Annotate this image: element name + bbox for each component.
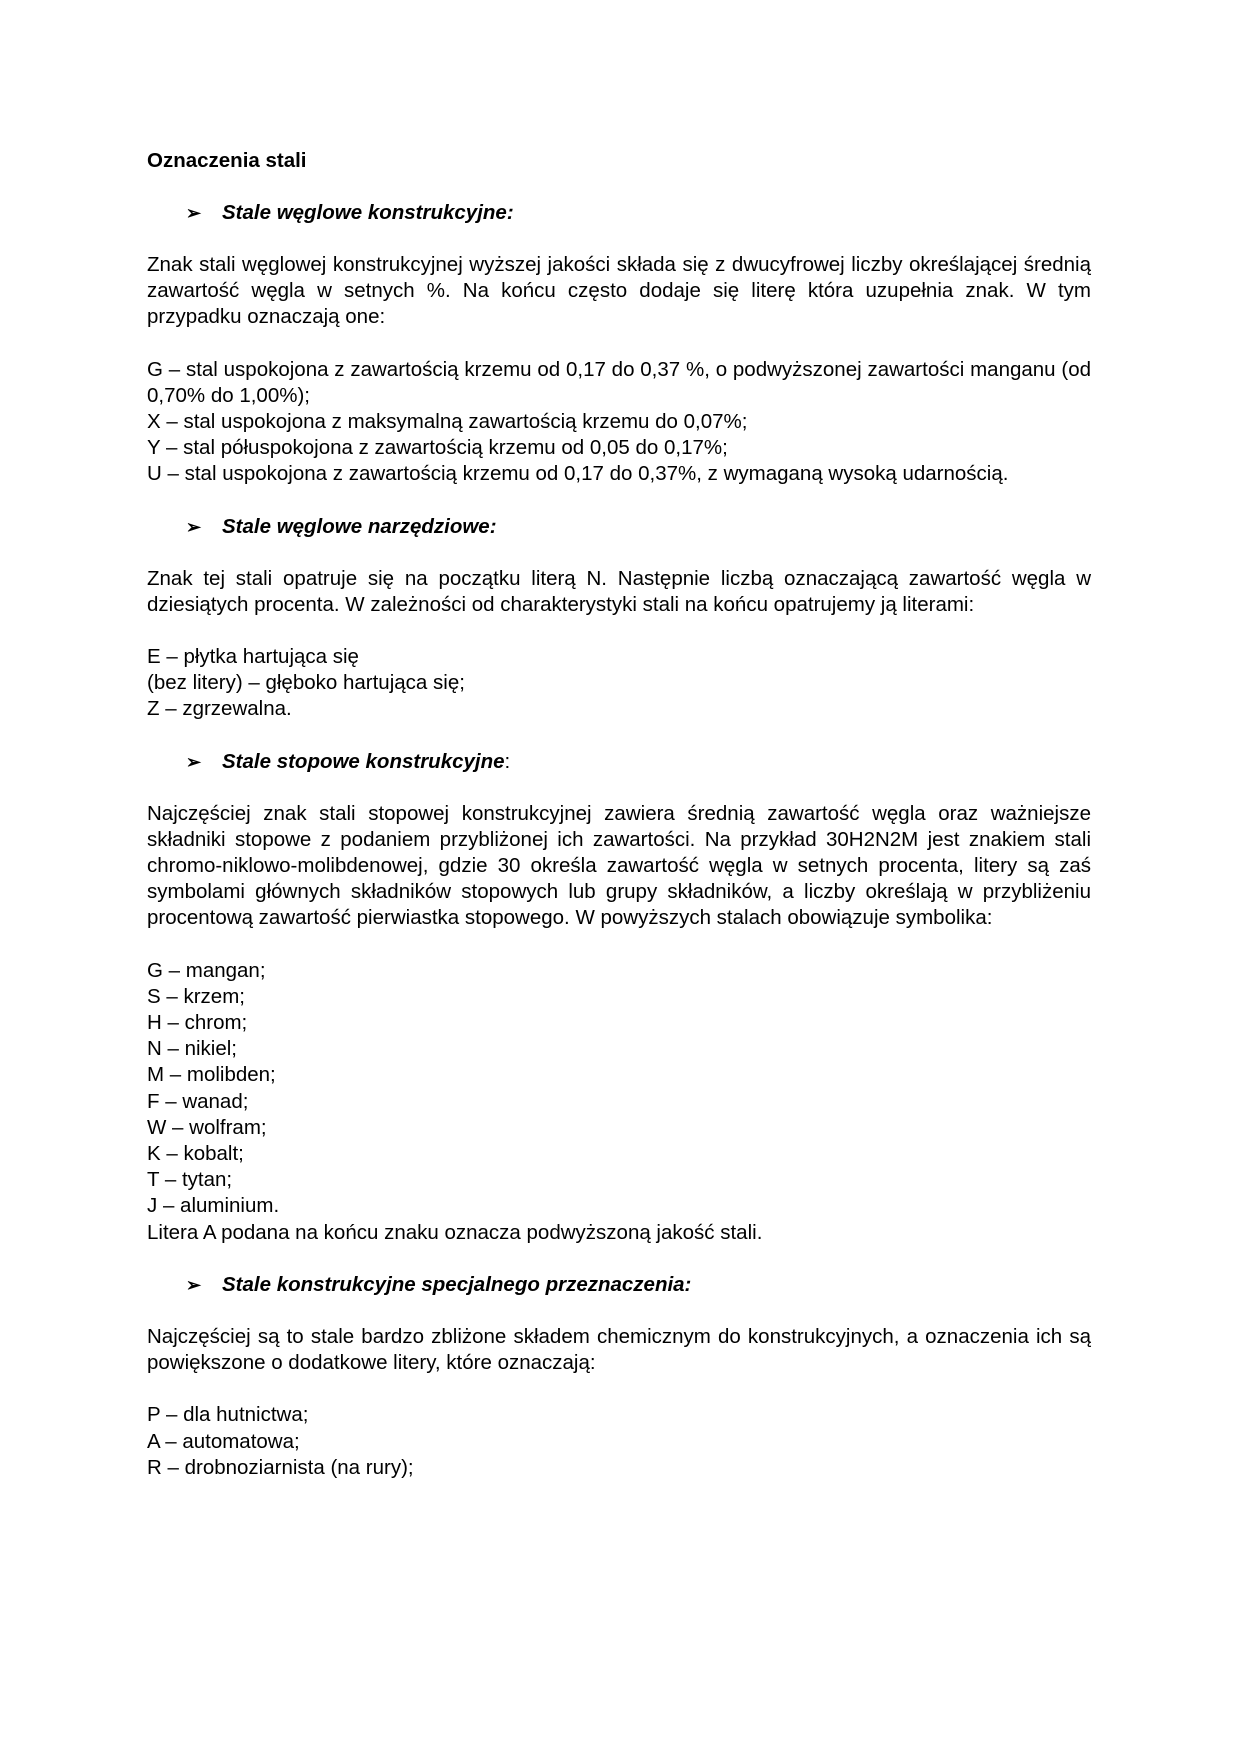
list-item: N – nikiel;: [147, 1037, 238, 1061]
list-item: S – krzem;: [147, 984, 245, 1008]
spacer: [147, 488, 1091, 514]
arrow-bullet-icon: ➢: [186, 751, 202, 772]
list-item: Z – zgrzewalna.: [147, 697, 292, 721]
spacer: [147, 331, 1091, 357]
section-heading-carbon-structural: [147, 200, 1091, 226]
spacer: [147, 723, 1091, 749]
spacer: [147, 775, 1091, 801]
section-heading-text: Stale węglowe narzędziowe:: [222, 514, 497, 538]
list-item: E – płytka hartująca się: [147, 645, 359, 669]
spacer: [147, 174, 1091, 200]
section-intro: Znak tej stali opatruje się na początku literą N. Następnie liczbą oznaczającą zawartość węgla w dziesiątych procenta. W zależności od charakterystyki stali na końcu opatrujemy ją literami:: [147, 566, 1091, 616]
section-heading-text: Stale konstrukcyjne specjalnego przeznaczenia:: [222, 1272, 692, 1296]
spacer: [147, 1246, 1091, 1272]
spacer: [147, 1376, 1091, 1402]
list-item: U – stal uspokojona z zawartością krzemu od 0,17 do 0,37%, z wymaganą wysoką udarnością.: [147, 462, 1009, 486]
section-heading-carbon-tool: [147, 514, 1091, 540]
list-item: G – stal uspokojona z zawartością krzemu od 0,17 do 0,37 %, o podwyższonej zawartości manganu (od 0,70% do 1,00%);: [147, 357, 1091, 407]
list-item: P – dla hutnictwa;: [147, 1403, 309, 1427]
list-item: (bez litery) – głęboko hartująca się;: [147, 671, 465, 695]
spacer: [147, 618, 1091, 644]
section-intro: Znak stali węglowej konstrukcyjnej wyższej jakości składa się z dwucyfrowej liczby określającej średnią zawartość węgla w setnych %. Na końcu często dodaje się literę która uzupełnia znak. W tym przypadku oznaczają one:: [147, 253, 1091, 329]
document-title: Oznaczenia stali: [147, 149, 307, 172]
list-item: F – wanad;: [147, 1089, 249, 1113]
list-item: W – wolfram;: [147, 1115, 267, 1139]
spacer: [147, 226, 1091, 252]
section-heading-text: Stale stopowe konstrukcyjne: [222, 749, 505, 773]
list-item: M – molibden;: [147, 1063, 276, 1087]
list-item: H – chrom;: [147, 1011, 248, 1035]
arrow-bullet-icon: ➢: [186, 202, 202, 223]
arrow-bullet-icon: ➢: [186, 1274, 202, 1295]
list-item: X – stal uspokojona z maksymalną zawartością krzemu do 0,07%;: [147, 410, 748, 434]
list-item: T – tytan;: [147, 1168, 233, 1192]
list-item: K – kobalt;: [147, 1142, 244, 1166]
list-item: Y – stal półuspokojona z zawartością krzemu od 0,05 do 0,17%;: [147, 436, 728, 460]
document-page: [147, 148, 1091, 1481]
spacer: [147, 1298, 1091, 1324]
section-intro: Najczęściej są to stale bardzo zbliżone składem chemicznym do konstrukcyjnych, a oznaczenia ich są powiększone o dodatkowe litery, które oznaczają:: [147, 1324, 1091, 1375]
arrow-bullet-icon: ➢: [186, 516, 202, 537]
section-heading-special-purpose: [147, 1272, 1091, 1298]
spacer: [147, 540, 1091, 566]
list-item: A – automatowa;: [147, 1429, 300, 1453]
section-note: Litera A podana na końcu znaku oznacza podwyższoną jakość stali.: [147, 1220, 763, 1244]
section-heading-text: Stale węglowe konstrukcyjne:: [222, 200, 514, 224]
section-heading-suffix: :: [504, 749, 511, 773]
section-intro: Najczęściej znak stali stopowej konstrukcyjnej zawiera średnią zawartość węgla oraz ważniejsze składniki stopowe z podaniem przybliżonej ich zawartości. Na przykład 30H2N2M jest znakiem stali chromo-niklowo-molibdenowej, gdzie 30 określa zawartość węgla w setnych procenta, litery są zaś symbolami głównych składników stopowych lub grupy składników, a liczby określają w przybliżeniu procentową zawartość pierwiastka stopowego. W powyższych stalach obowiązuje symbolika:: [147, 801, 1091, 930]
list-item: J – aluminium.: [147, 1194, 280, 1218]
list-item: R – drobnoziarnista (na rury);: [147, 1455, 414, 1479]
spacer: [147, 932, 1091, 958]
list-item: G – mangan;: [147, 958, 266, 982]
section-heading-alloy-structural: [147, 749, 1091, 775]
